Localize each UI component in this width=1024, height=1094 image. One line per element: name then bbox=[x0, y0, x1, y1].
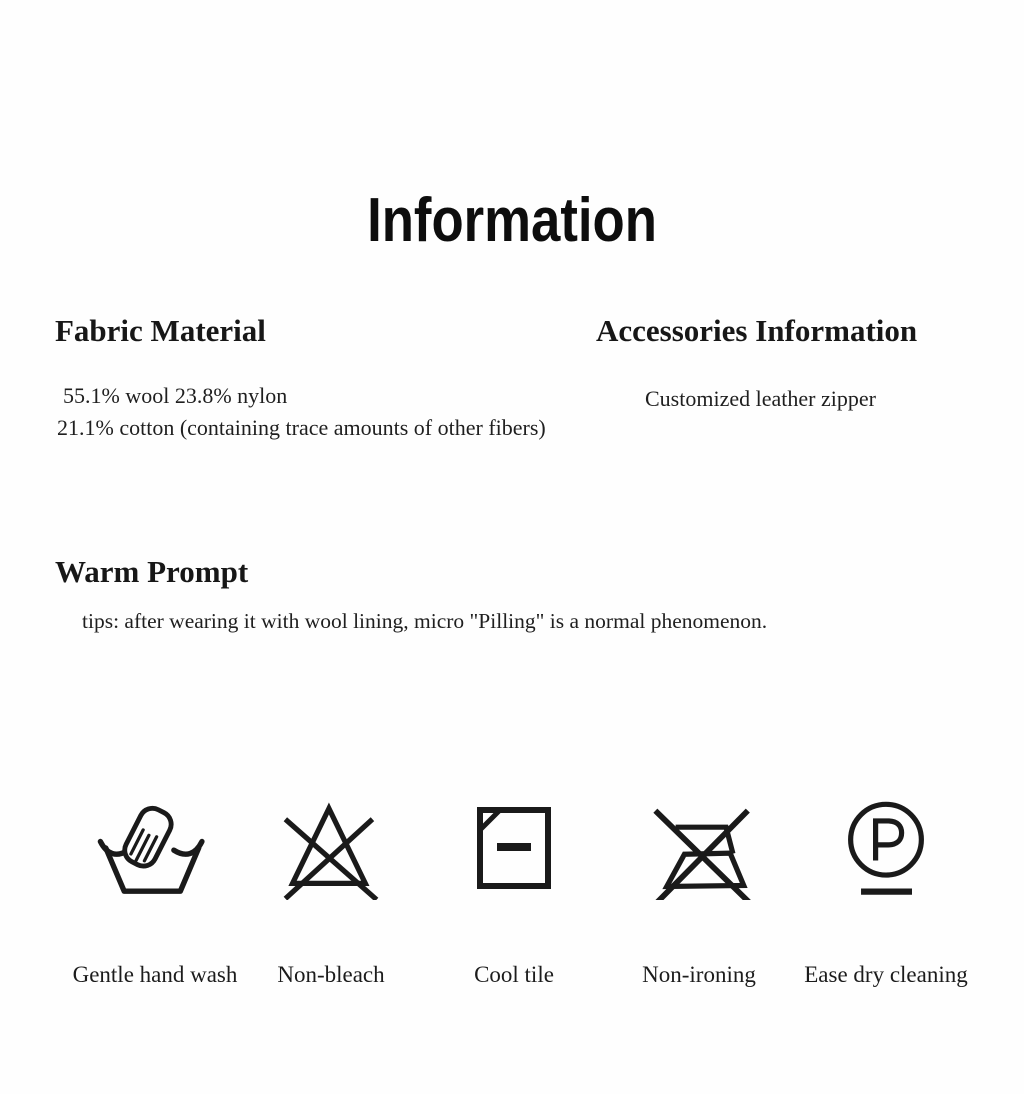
hand-wash-icon bbox=[96, 792, 215, 904]
care-label: Ease dry cleaning bbox=[804, 962, 968, 987]
care-item-cool-tile bbox=[414, 792, 614, 988]
care-label: Gentle hand wash bbox=[72, 962, 238, 987]
cool-tile-icon bbox=[464, 792, 564, 904]
care-item-non-ironing bbox=[599, 792, 799, 988]
accessories-information-heading: Accessories Information bbox=[596, 313, 918, 348]
care-label: Cool tile bbox=[474, 962, 554, 987]
dry-cleaning-icon bbox=[834, 792, 938, 904]
care-item-hand-wash bbox=[55, 792, 255, 988]
fabric-material-line: 21.1% cotton (containing trace amounts of other fibers) bbox=[57, 415, 546, 440]
fabric-material-heading: Fabric Material bbox=[55, 313, 266, 348]
page-title: Information bbox=[367, 186, 657, 255]
care-item-dry-cleaning bbox=[786, 792, 986, 988]
care-label: Non-ironing bbox=[642, 962, 756, 987]
non-bleach-icon bbox=[279, 792, 383, 904]
care-item-non-bleach bbox=[231, 792, 431, 988]
accessories-information-line: Customized leather zipper bbox=[645, 386, 876, 411]
non-ironing-icon bbox=[647, 792, 751, 904]
fabric-material-line: 55.1% wool 23.8% nylon bbox=[63, 383, 288, 408]
warm-prompt-heading: Warm Prompt bbox=[55, 554, 249, 589]
care-label: Non-bleach bbox=[277, 962, 385, 987]
warm-prompt-line: tips: after wearing it with wool lining, micro "Pilling" is a normal phenomenon. bbox=[82, 609, 768, 633]
